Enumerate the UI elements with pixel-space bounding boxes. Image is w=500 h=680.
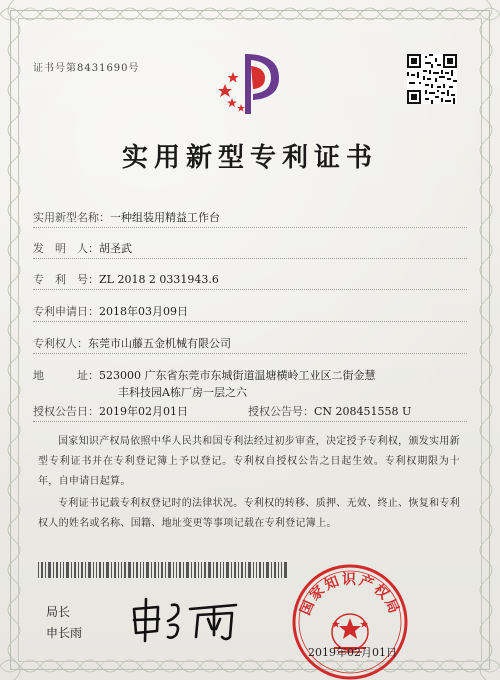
field-value: 东莞市山藤五金机械有限公司 [88, 337, 231, 350]
field-label: 授权公告号： [248, 405, 314, 418]
field-label: 地 址： [33, 369, 99, 382]
signatory-role: 局长 [46, 605, 71, 619]
field-address [33, 367, 376, 383]
field-address-line-2 [118, 384, 247, 400]
divider [33, 353, 467, 354]
field-filing-date [33, 303, 188, 319]
signatory-name: 申长雨 [46, 626, 83, 640]
field-label: 授权公告日： [33, 405, 99, 418]
field-patentee [33, 335, 231, 351]
field-inventor [33, 240, 132, 256]
field-value: 一种组装用精益工作台 [110, 211, 220, 224]
divider [33, 227, 467, 228]
field-grant-number [248, 403, 411, 419]
field-value: CN 208451558 U [314, 405, 412, 418]
certificate-number: 证书号第8431690号 [33, 63, 140, 74]
barcode-icon [38, 562, 288, 578]
field-value: 2019年02月01日 [99, 405, 188, 418]
svg-text:国家知识产权局: 国家知识产权局 [297, 572, 403, 618]
field-label: 专利权人： [33, 337, 88, 350]
field-utility-model-name [33, 209, 220, 225]
divider [33, 321, 467, 322]
field-value: 2018年03月09日 [99, 305, 188, 318]
certificate-title: 实用新型专利证书 [121, 143, 378, 173]
field-grant-date [33, 403, 188, 419]
field-label: 发 明 人： [33, 242, 99, 255]
field-value: 523000 广东省东莞市东城街道温塘横岭工业区二街金慧 [99, 369, 376, 382]
paragraph-legal-status: 专利证书记载专利权登记时的法律状况。专利权的转移、质押、无效、终止、恢复和专利权人的姓名或名称、国籍、地址变更等事项记载在专利登记簿上。 [38, 498, 460, 529]
field-label: 专利申请日： [33, 305, 99, 318]
seal-date: 2019年02月01日 [308, 646, 397, 659]
field-label: 专 利 号： [33, 273, 99, 286]
qr-code-icon [407, 54, 457, 104]
divider [33, 258, 467, 259]
field-value: ZL 2018 2 0331943.6 [99, 273, 219, 286]
paragraph-grant-statement: 国家知识产权局依照中华人民共和国专利法经过初步审查，决定授予专利权，颁发实用新型专利证书并在专利登记簿上予以登记。专利权自授权公告之日起生效。专利权期限为十年，自申请日起算。 [38, 436, 460, 487]
field-label: 实用新型名称： [33, 211, 110, 224]
field-value: 胡圣武 [99, 242, 132, 255]
divider [33, 421, 467, 422]
field-value: 丰科技园A栋厂房一层之六 [118, 386, 247, 399]
field-patent-number [33, 271, 219, 287]
official-seal-image [290, 562, 410, 680]
divider [33, 289, 467, 290]
signature-image [128, 595, 248, 643]
cnipa-logo-icon [205, 48, 295, 120]
